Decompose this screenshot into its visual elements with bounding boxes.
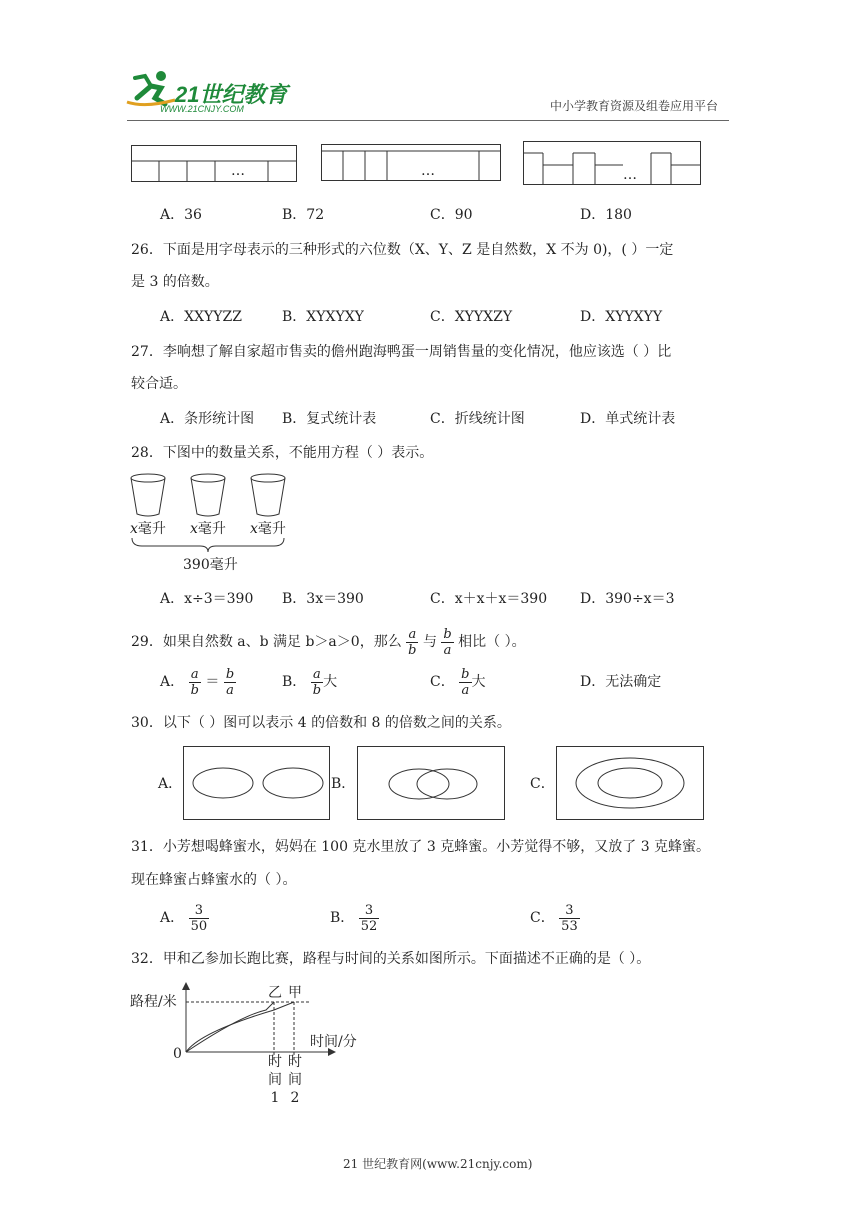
q28-option-a[interactable]: A．x÷3＝390	[160, 591, 254, 607]
logo-url: WWW.21CNJY.COM	[160, 104, 244, 114]
q32-time1-label: 时 间 1	[268, 1054, 282, 1106]
q28-cup-label-3: x毫升	[250, 521, 286, 537]
q31-option-b[interactable]: B． $\frac{3}{52}$	[330, 902, 378, 934]
q29-option-b[interactable]: B． $\frac{a}{b}$ 大	[282, 666, 338, 698]
q30-stem: 30．以下（ ）图可以表示 4 的倍数和 8 的倍数之间的关系。	[131, 715, 511, 731]
q30-option-b-label[interactable]: B．	[331, 776, 356, 792]
q28-stem: 28．下图中的数量关系，不能用方程（ ）表示。	[131, 445, 434, 461]
q30-option-c-label[interactable]: C．	[530, 776, 555, 792]
q25-option-a[interactable]: A．36	[160, 207, 202, 223]
q27-stem-line2: 较合适。	[131, 376, 187, 392]
q30-option-a-label[interactable]: A．	[158, 776, 183, 792]
line-jia	[186, 1002, 294, 1052]
q29-option-a[interactable]: A． $\frac{a}{b}$ ＝ $\frac{b}{a}$	[160, 666, 235, 698]
q28-option-c[interactable]: C．x＋x＋x＝390	[430, 591, 548, 607]
line-yi	[186, 1002, 274, 1052]
q28-cup-label-2: x毫升	[190, 521, 226, 537]
q25-ellipsis-c: …	[623, 167, 637, 183]
q31-option-a[interactable]: A． $\frac{3}{50}$	[160, 902, 208, 934]
q27-stem-line1: 27．李响想了解自家超市售卖的儋州跑海鸭蛋一周销售量的变化情况，他应该选（ ）比	[131, 344, 672, 360]
q28-total-label: 390毫升	[183, 557, 238, 573]
q26-option-c[interactable]: C．XYYXZY	[430, 309, 513, 325]
q27-option-c[interactable]: C．折线统计图	[430, 411, 525, 427]
q29-option-d[interactable]: D．无法确定	[580, 674, 662, 690]
q26-option-a[interactable]: A．XXYYZZ	[160, 309, 242, 325]
q31-option-c[interactable]: C． $\frac{3}{53}$	[530, 902, 578, 934]
fraction-b-over-a: $\frac{b}{a}$	[443, 626, 452, 658]
q26-stem-line2: 是 3 的倍数。	[131, 274, 219, 290]
q27-option-b[interactable]: B．复式统计表	[282, 411, 377, 427]
cup-icon	[131, 474, 165, 516]
header-divider	[127, 120, 729, 121]
platform-name: 中小学教育资源及组卷应用平台	[550, 99, 719, 113]
q26-option-d[interactable]: D．XYYXYY	[580, 309, 663, 325]
header	[0, 0, 860, 130]
q28-option-b[interactable]: B．3x＝390	[282, 591, 364, 607]
q28-cups-figure	[128, 472, 293, 552]
q29-option-c[interactable]: C． $\frac{b}{a}$ 大	[430, 666, 486, 698]
fraction-a-over-b: $\frac{a}{b}$	[408, 626, 417, 658]
q26-option-b[interactable]: B．XYXYXY	[282, 309, 364, 325]
q25-diagram-c	[523, 141, 701, 186]
q32-x-axis-label: 时间/分	[310, 1034, 357, 1050]
q30-venn-separate[interactable]	[183, 746, 330, 820]
q27-option-d[interactable]: D．单式统计表	[580, 411, 676, 427]
q32-time2-label: 时 间 2	[288, 1054, 302, 1106]
q32-y-axis-label: 路程/米	[130, 994, 177, 1010]
q32-stem: 32．甲和乙参加长跑比赛，路程与时间的关系如图所示。下面描述不正确的是（ ）。	[131, 951, 651, 967]
q25-option-c[interactable]: C．90	[430, 207, 473, 223]
q32-label-yi: 乙	[268, 985, 282, 1001]
footer-text: 21 世纪教育网(www.21cnjy.com)	[343, 1157, 533, 1171]
q31-stem-line1: 31．小芳想喝蜂蜜水，妈妈在 100 克水里放了 3 克蜂蜜。小芳觉得不够，又放了 3 克蜂蜜。	[131, 839, 711, 855]
cup-icon	[251, 474, 285, 516]
logo-text: 21世纪教育	[175, 82, 288, 107]
q28-cup-label-1: x毫升	[130, 521, 166, 537]
q30-venn-nested[interactable]	[556, 746, 704, 820]
q25-diagram-a	[131, 145, 297, 183]
q25-diagram-b	[321, 144, 501, 182]
q25-option-d[interactable]: D．180	[580, 207, 632, 223]
q25-ellipsis-b: …	[421, 163, 435, 179]
q31-stem-line2: 现在蜂蜜占蜂蜜水的（ ）。	[131, 872, 297, 888]
q29-stem: 29．如果自然数 a、b 满足 b＞a＞0，那么 $\frac{a}{b}$ 与 $\frac{b}{a}$ 相比（ ）。	[131, 626, 526, 658]
q28-option-d[interactable]: D．390÷x＝3	[580, 591, 675, 607]
q30-venn-overlap[interactable]	[357, 746, 505, 820]
cup-icon	[191, 474, 225, 516]
q32-origin-label: 0	[173, 1046, 182, 1062]
q25-ellipsis-a: …	[231, 163, 245, 179]
q32-label-jia: 甲	[288, 985, 302, 1001]
q26-stem-line1: 26．下面是用字母表示的三种形式的六位数（X、Y、Z 是自然数，X 不为 0)，( ）一定	[131, 242, 674, 258]
q25-option-b[interactable]: B．72	[282, 207, 325, 223]
q27-option-a[interactable]: A．条形统计图	[160, 411, 255, 427]
